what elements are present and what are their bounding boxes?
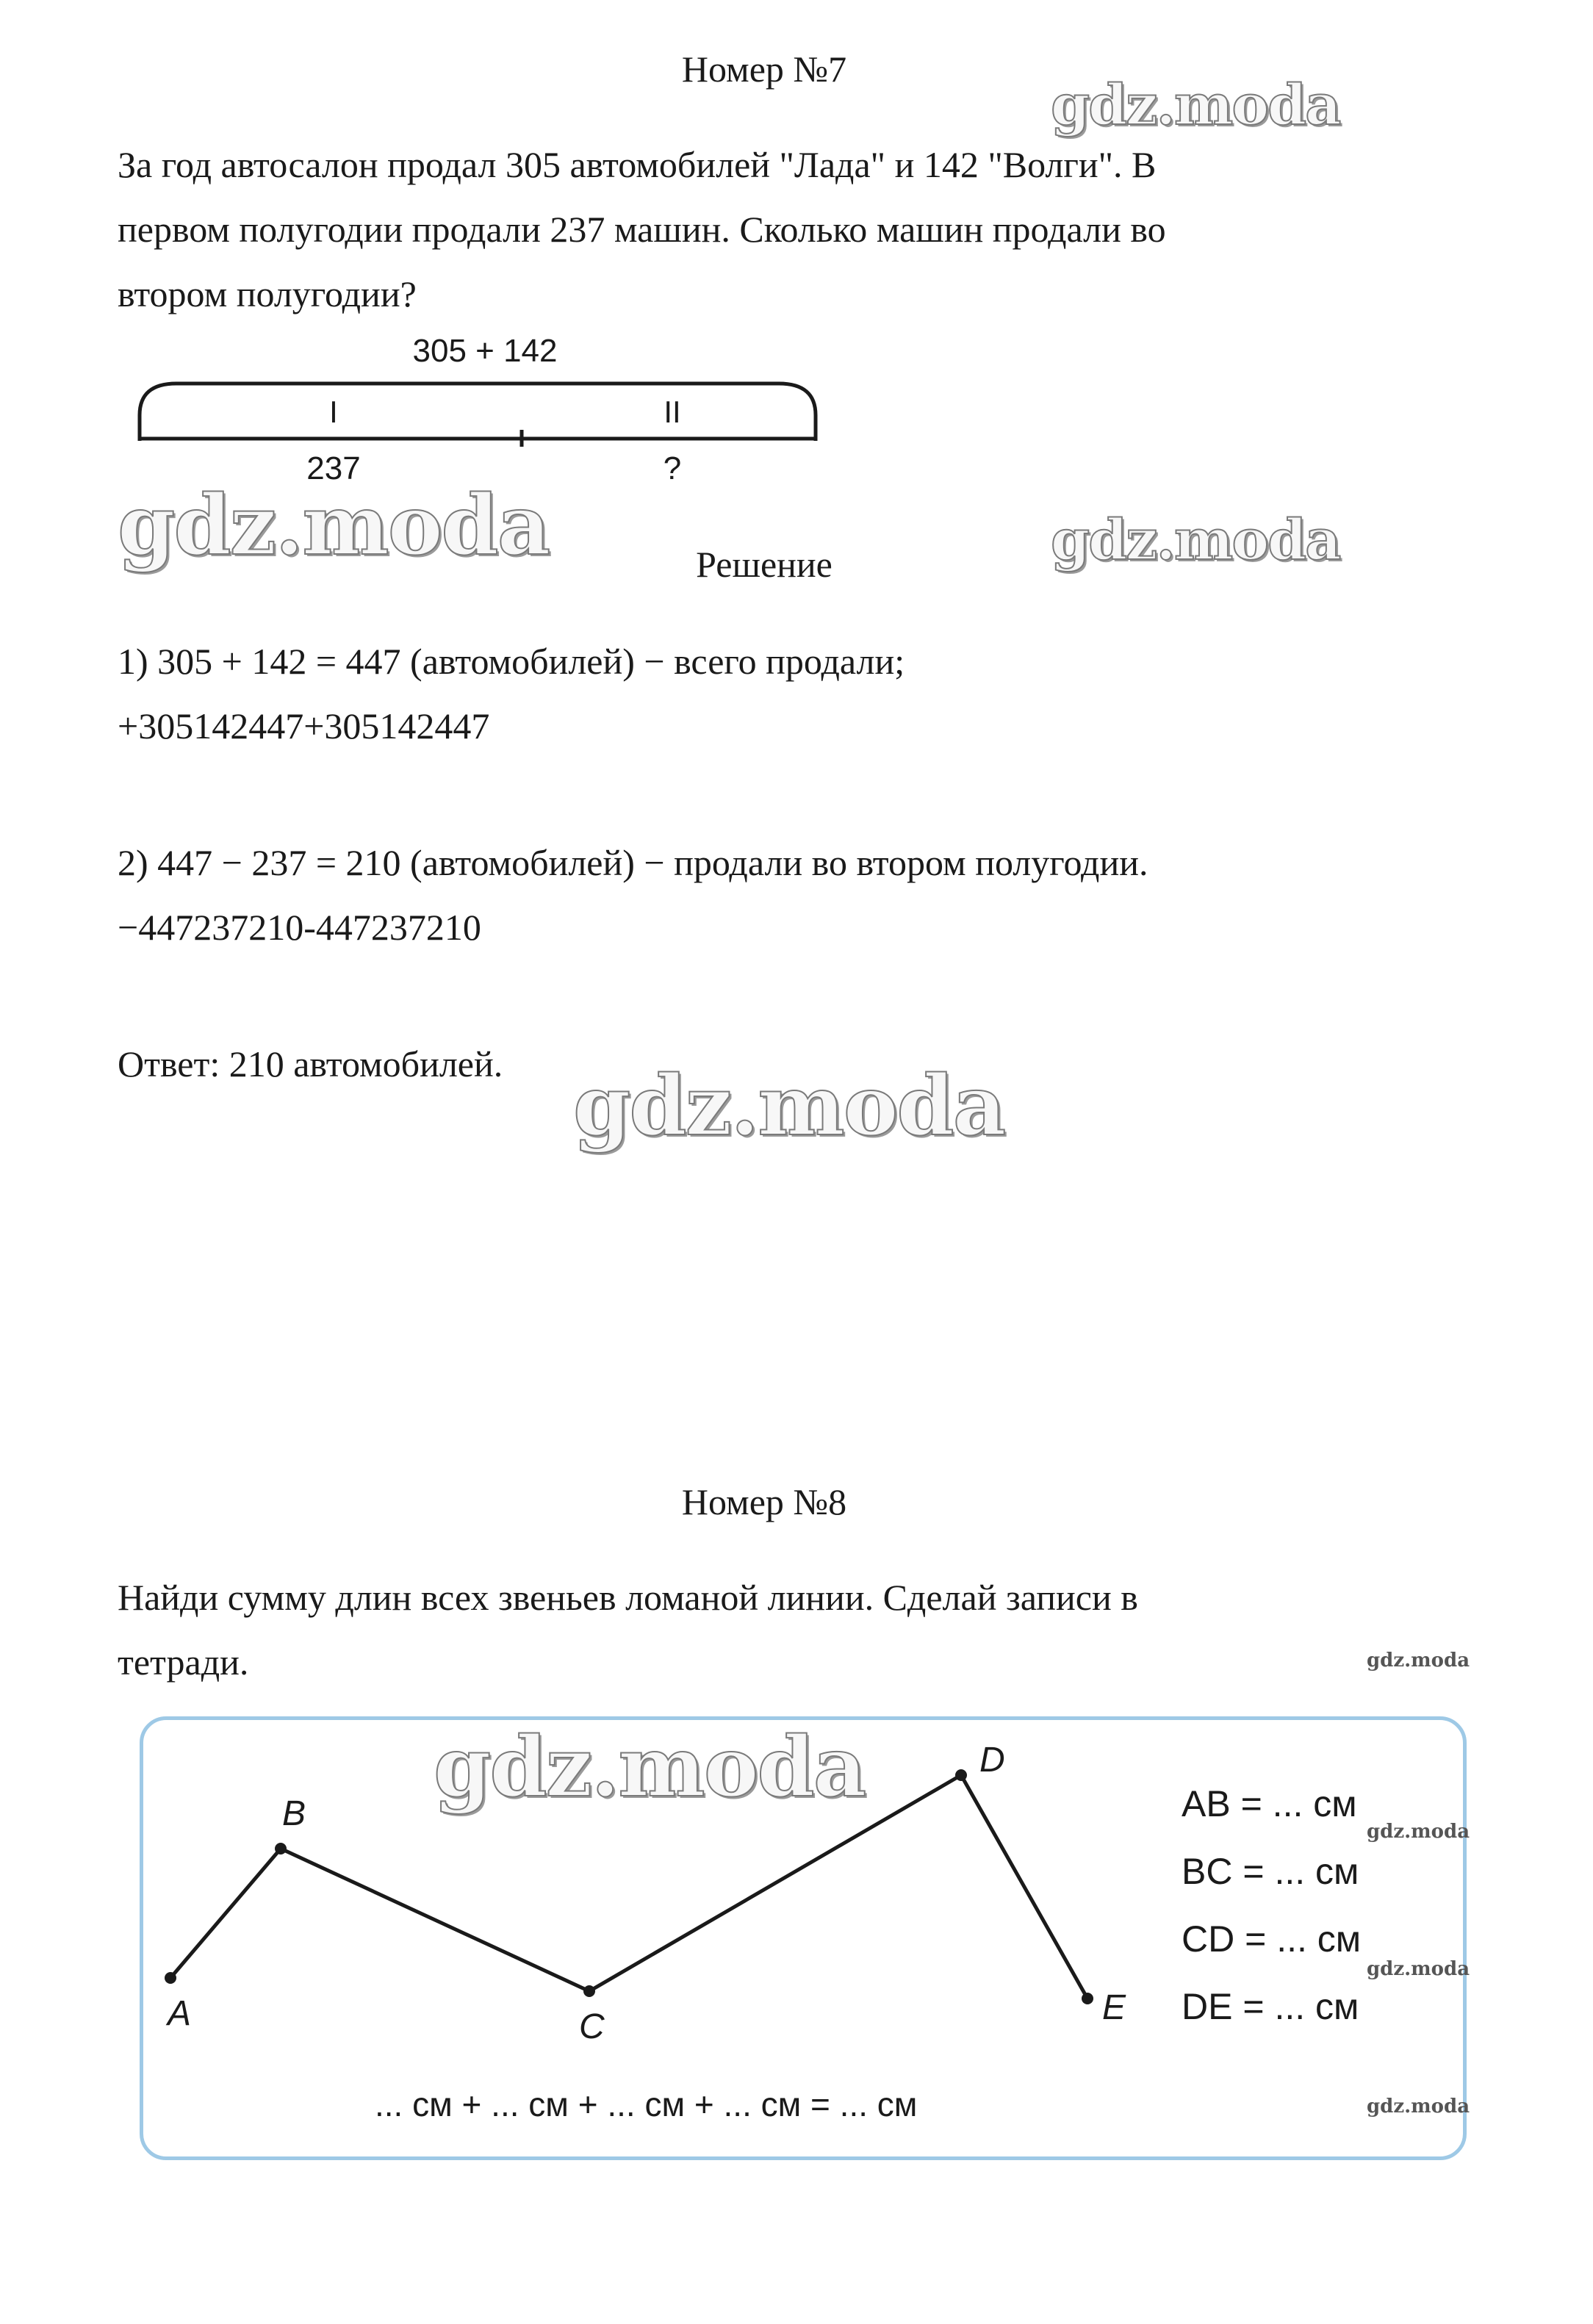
diagram-part2-value: ? xyxy=(663,450,682,486)
equation-de: DE = ... см xyxy=(1182,1986,1359,2027)
watermark-small-1: gdz.moda xyxy=(1367,1650,1470,1672)
problem7-text-line-1: За год автосалон продал 305 автомобилей "Лада" и 142 "Волги". В xyxy=(118,144,1157,185)
solution-step-2-calc: −447237210-447237210 xyxy=(118,907,481,948)
diagram-part1-mark: I xyxy=(329,395,338,429)
solution-step-1-calc: +305142447+305142447 xyxy=(118,705,490,747)
watermark-1: gdz.moda xyxy=(1051,72,1340,137)
point-e-dot xyxy=(1082,1993,1093,2004)
point-e-label: E xyxy=(1102,1988,1126,2027)
watermark-small-3: gdz.moda xyxy=(1367,1958,1470,1980)
watermark-4: gdz.moda xyxy=(573,1058,1005,1154)
point-b-dot xyxy=(275,1843,287,1854)
segment-diagram xyxy=(125,331,830,492)
equation-cd: CD = ... см xyxy=(1182,1918,1362,1960)
watermark-small-2: gdz.moda xyxy=(1367,1821,1470,1843)
equation-ab: AB = ... см xyxy=(1182,1783,1357,1824)
sum-equation: ... см + ... см + ... см + ... см = ... см xyxy=(375,2085,918,2123)
diagram-part2-mark: II xyxy=(664,395,681,429)
watermark-2: gdz.moda xyxy=(118,478,550,574)
point-a-label: A xyxy=(168,1994,192,2033)
problem7-title: Номер №7 xyxy=(681,48,847,90)
point-c-label: C xyxy=(579,2007,605,2046)
point-a-dot xyxy=(165,1972,176,1984)
answer-line: Ответ: 210 автомобилей. xyxy=(118,1043,503,1084)
problem8-text-line-2: тетради. xyxy=(118,1641,249,1683)
solution-heading: Решение xyxy=(696,544,833,585)
solution-step-2: 2) 447 − 237 = 210 (автомобилей) − продали во втором полугодии. xyxy=(118,842,1148,883)
problem8-text-line-1: Найди сумму длин всех звеньев ломаной линии. Сделай записи в xyxy=(118,1577,1138,1618)
watermark-small-4: gdz.moda xyxy=(1367,2095,1470,2118)
equation-bc: BC = ... см xyxy=(1182,1851,1359,1892)
diagram-total-label: 305 + 142 xyxy=(412,333,558,369)
solution-step-1: 1) 305 + 142 = 447 (автомобилей) − всего продали; xyxy=(118,641,905,682)
watermark-3: gdz.moda xyxy=(1051,507,1340,572)
diagram-part1-value: 237 xyxy=(306,450,361,486)
watermark-5: gdz.moda xyxy=(434,1719,866,1816)
point-d-label: D xyxy=(979,1741,1005,1780)
point-c-dot xyxy=(583,1985,595,1997)
point-b-label: B xyxy=(282,1794,306,1833)
point-d-dot xyxy=(955,1769,967,1781)
problem7-text-line-3: втором полугодии? xyxy=(118,273,417,314)
problem7-text-line-2: первом полугодии продали 237 машин. Сколько машин продали во xyxy=(118,209,1166,250)
problem8-title: Номер №8 xyxy=(681,1481,847,1522)
brace-arc xyxy=(140,384,816,441)
